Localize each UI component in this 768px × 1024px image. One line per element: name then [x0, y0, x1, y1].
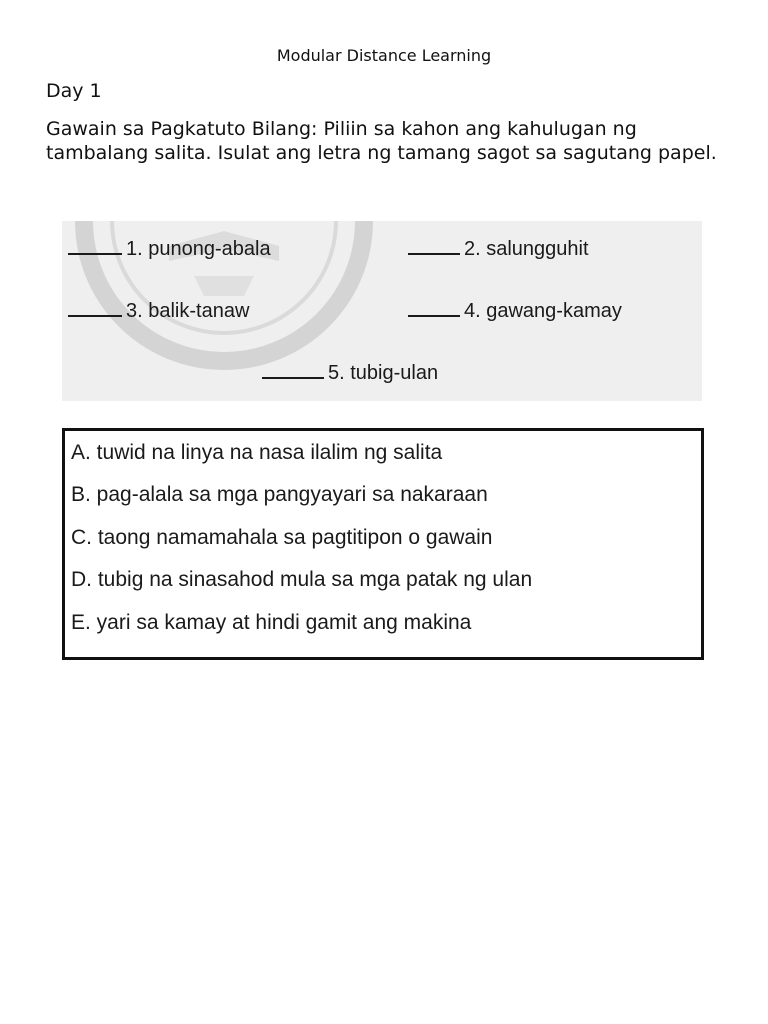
choice-e: E. yari sa kamay at hindi gamit ang makina — [71, 611, 472, 634]
item-text: 2. salungguhit — [464, 238, 589, 260]
choice-c: C. taong namamahala sa pagtitipon o gawain — [71, 526, 493, 549]
item-5 — [262, 359, 438, 385]
choice-a: A. tuwid na linya na nasa ilalim ng salita — [71, 441, 443, 464]
answer-blank — [68, 297, 122, 317]
item-text: 4. gawang-kamay — [464, 300, 622, 322]
answer-blank — [408, 235, 460, 255]
item-2 — [408, 235, 589, 261]
items-panel — [62, 221, 702, 401]
page-title: Modular Distance Learning — [276, 46, 492, 65]
answer-blank — [408, 297, 460, 317]
answer-blank — [262, 359, 324, 379]
item-1 — [68, 235, 271, 261]
answer-blank — [68, 235, 122, 255]
choice-d: D. tubig na sinasahod mula sa mga patak ng ulan — [71, 568, 533, 591]
item-3 — [68, 297, 249, 323]
instructions: Gawain sa Pagkatuto Bilang: Piliin sa kahon ang kahulugan ng tambalang salita. Isulat ang letra ng tamang sagot sa sagutang papel. — [46, 118, 717, 164]
item-text: 5. tubig-ulan — [328, 362, 439, 384]
choices-box — [62, 428, 704, 660]
day-label: Day 1 — [46, 80, 102, 102]
choice-b: B. pag-alala sa mga pangyayari sa nakaraan — [71, 483, 488, 506]
item-text: 1. punong-abala — [126, 238, 271, 260]
item-4 — [408, 297, 622, 323]
item-text: 3. balik-tanaw — [126, 300, 250, 322]
